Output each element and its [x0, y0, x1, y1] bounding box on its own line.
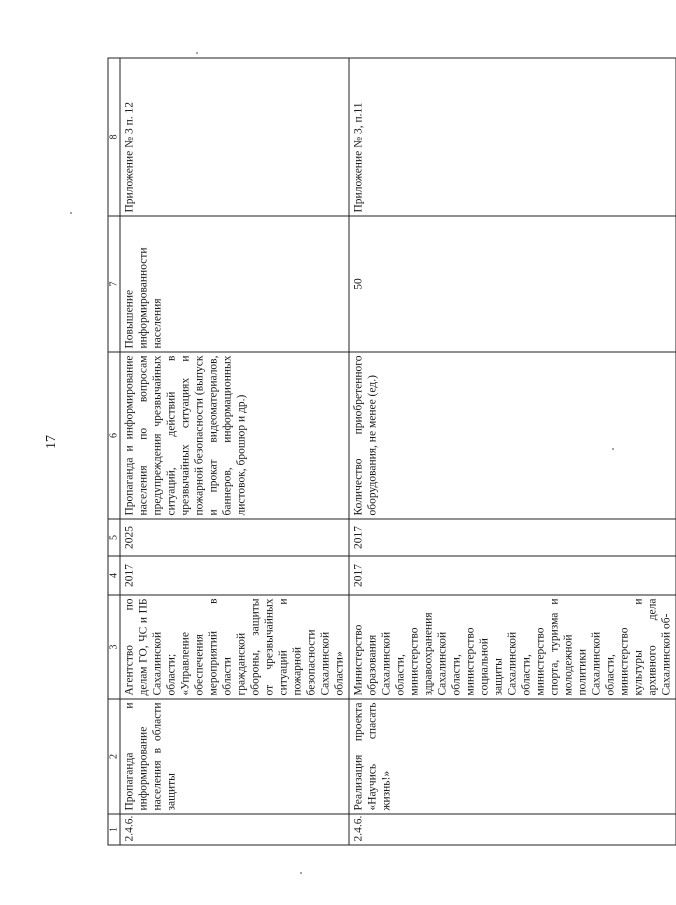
header-row [108, 58, 120, 845]
indicator: 50 [349, 216, 676, 352]
expected-result: Количество приобретенного оборудования, не менее (ед.) [349, 352, 676, 519]
indicator: Повышение информированности населения [120, 216, 349, 352]
header-cell: 3 [108, 595, 120, 699]
table-container [107, 58, 672, 845]
table-row [120, 58, 349, 845]
scan-speck [612, 448, 614, 450]
reference: Приложение № 3, п.11 [349, 58, 676, 216]
start-year: 2017 [349, 556, 676, 595]
header-cell: 5 [108, 519, 120, 556]
end-year: 2017 [349, 519, 676, 556]
measure-name: Реализация проекта «Научись спасать жизнь!» [349, 699, 676, 814]
row-number: 2.4.6. [120, 814, 349, 845]
header-cell: 4 [108, 556, 120, 595]
header-cell: 6 [108, 352, 120, 519]
end-year: 2025 [120, 519, 349, 556]
table-row [349, 58, 676, 845]
header-cell: 2 [108, 699, 120, 814]
header-cell: 8 [108, 58, 120, 216]
header-cell: 7 [108, 216, 120, 352]
page-number: 17 [44, 435, 59, 449]
measure-name: Пропаганда и информирование населения в области защиты [120, 699, 349, 814]
expected-result: Пропаганда и информирование населения по вопросам предупреждения чрезвычайных ситуаций, действий в чрезвычайных ситуациях и пожарной безопасности (выпуск и прокат видеоматериалов, баннеров, информационных листовок, брошюр и др.) [120, 352, 349, 519]
executor: Агентство по делам ГО, ЧС и ПБ Сахалинской области; «Управление обеспечения мероприятий в области гражданской обороны, защиты от чрезвычайных ситуаций и пожарной безопасности Сахалинской области» [120, 595, 349, 699]
scan-speck [300, 872, 302, 874]
executor: Министерство образования Сахалинской области, министерство здравоохранения Сахалинской области, министерство социальной защиты Сахалинской области, министерство спорта, туризма и молодежной политики Сахалинской области, министерство культуры и архивного дела Сахалинской об- [349, 595, 676, 699]
scan-speck [196, 52, 198, 54]
scan-speck [70, 212, 72, 214]
row-number: 2.4.6. [349, 814, 676, 845]
program-table [107, 57, 676, 845]
start-year: 2017 [120, 556, 349, 595]
header-cell: 1 [108, 814, 120, 845]
reference: Приложение № 3 п. 12 [120, 58, 349, 216]
